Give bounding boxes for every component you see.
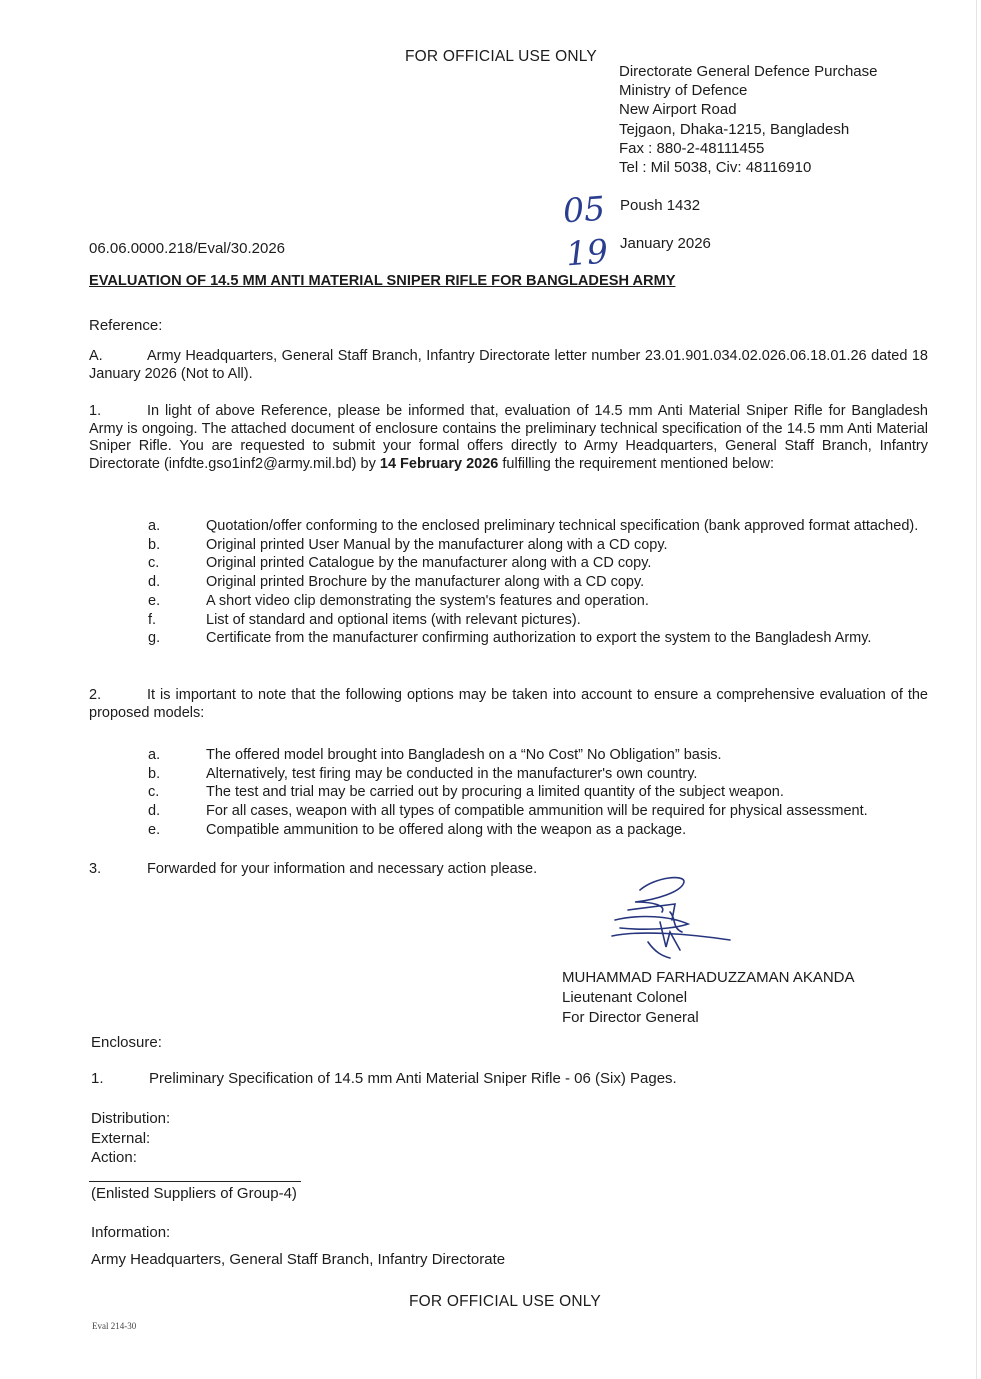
list-item-text: For all cases, weapon with all types of compatible ammunition will be required for physical assessment. — [206, 803, 868, 820]
list-item-key: a. — [148, 747, 161, 763]
reference-number: 06.06.0000.218/Eval/30.2026 — [89, 240, 286, 257]
address-tel: Tel : Mil 5038, Civ: 48116910 — [619, 159, 812, 177]
list-item-key: g. — [148, 630, 161, 647]
english-date: January 2026 — [620, 235, 711, 252]
enclosure-num: 1. — [91, 1070, 104, 1087]
list-item-text: Original printed Brochure by the manufacturer along with a CD copy. — [206, 574, 645, 591]
list-item-text: A short video clip demonstrating the system's features and operation. — [206, 592, 649, 609]
list-item — [148, 629, 929, 648]
reference-text: Army Headquarters, General Staff Branch, Infantry Directorate letter number 23.01.901.034.02.026.06.18.01.26 dated 18 January 2026 (Not to All). — [89, 348, 928, 382]
sender-address — [619, 62, 877, 177]
reference-a — [89, 348, 928, 383]
paragraph-1 — [89, 403, 928, 473]
list-item-key: e. — [148, 592, 161, 609]
address-fax: Fax : 880-2-48111455 — [619, 139, 765, 157]
list-item-key: c. — [148, 555, 160, 572]
list-item-key: b. — [148, 536, 161, 553]
list-item-key: d. — [148, 574, 161, 591]
distribution-heading: Distribution: — [91, 1110, 171, 1127]
list-item-key: d. — [148, 803, 161, 820]
paragraph-2 — [89, 687, 928, 722]
footer-code: Eval 214-30 — [92, 1321, 137, 1331]
list-item-text: Compatible ammunition to be offered along with the weapon as a package. — [206, 821, 687, 838]
information-heading: Information: — [91, 1224, 171, 1241]
address-line: Tejgaon, Dhaka-1215, Bangladesh — [619, 120, 850, 138]
list-item-key: c. — [148, 784, 160, 801]
distribution-block — [91, 1109, 170, 1168]
list-item — [148, 783, 929, 802]
handwritten-bengali-day: 05 — [561, 188, 607, 231]
paragraph-3 — [89, 861, 928, 879]
list-item-text: The offered model brought into Bangladesh on a “No Cost” No Obligation” basis. — [206, 747, 722, 763]
paragraph-1-text-end: fulfilling the requirement mentioned below: — [498, 455, 775, 472]
list-item — [148, 746, 929, 765]
options-list — [148, 746, 929, 840]
distribution-external: External: — [91, 1129, 151, 1147]
signatory-role: For Director General — [562, 1009, 699, 1026]
list-item-key: f. — [148, 611, 157, 628]
address-line: Ministry of Defence — [619, 82, 748, 100]
signatory-rank: Lieutenant Colonel — [562, 989, 688, 1006]
enclosure-text: Preliminary Specification of 14.5 mm Anti Material Sniper Rifle - 06 (Six) Pages. — [149, 1070, 677, 1087]
paragraph-1-text: In light of above Reference, please be informed that, evaluation of 14.5 mm Anti Material Sniper Rifle for Bangladesh Army is ongoing. The attached document of enclosure contains the preliminary technical specification of the 14.5 mm Anti Material Sniper Rifle. You are requested to submit your formal offers directly to Army Headquarters, General Staff Branch, Infantry Directorate (infdte.gso1inf2@army.mil.bd) by — [89, 403, 928, 472]
enclosure-heading: Enclosure: — [91, 1034, 162, 1051]
list-item-key: a. — [148, 518, 161, 534]
list-item-text: Original printed Catalogue by the manufacturer along with a CD copy. — [206, 555, 652, 572]
classification-top: FOR OFFICIAL USE ONLY — [405, 48, 597, 65]
enclosure-item — [91, 1070, 677, 1087]
list-item-key: e. — [148, 821, 161, 838]
paragraph-3-num: 3. — [89, 861, 102, 877]
paragraph-3-text: Forwarded for your information and necessary action please. — [147, 861, 538, 877]
distribution-action: Action: — [91, 1149, 137, 1166]
signatory-name: MUHAMMAD FARHADUZZAMAN AKANDA — [562, 969, 855, 986]
list-item — [148, 765, 929, 784]
paragraph-2-text: It is important to note that the following options may be taken into account to ensure a comprehensive evaluation of the proposed models: — [89, 687, 928, 721]
list-item-text: Certificate from the manufacturer confirming authorization to export the system to the Bangladesh Army. — [206, 630, 872, 647]
distribution-divider — [89, 1181, 301, 1182]
list-item-text: List of standard and optional items (with relevant pictures). — [206, 611, 581, 628]
letter-subject: EVALUATION OF 14.5 MM ANTI MATERIAL SNIPER RIFLE FOR BANGLADESH ARMY — [89, 273, 676, 289]
bengali-date: Poush 1432 — [620, 197, 701, 214]
list-item-text: Quotation/offer conforming to the enclosed preliminary technical specification (bank approved format attached). — [206, 518, 919, 534]
address-line: Directorate General Defence Purchase — [619, 63, 878, 80]
signature-block — [562, 968, 855, 1028]
list-item-text: Original printed User Manual by the manufacturer along with a CD copy. — [206, 536, 668, 553]
paragraph-1-num: 1. — [89, 403, 102, 419]
signature-scribble — [600, 872, 740, 962]
list-item — [148, 802, 929, 821]
paragraph-2-num: 2. — [89, 687, 102, 703]
reference-heading: Reference: — [89, 317, 163, 334]
list-item — [148, 821, 929, 840]
list-item — [148, 536, 929, 555]
list-item-text: The test and trial may be carried out by procuring a limited quantity of the subject weapon. — [206, 784, 784, 801]
address-line: New Airport Road — [619, 101, 737, 119]
list-item — [148, 592, 929, 611]
distribution-recipient: (Enlisted Suppliers of Group-4) — [91, 1185, 297, 1202]
deadline-date: 14 February 2026 — [379, 455, 499, 472]
list-item — [148, 517, 929, 536]
list-item — [148, 554, 929, 573]
classification-bottom: FOR OFFICIAL USE ONLY — [409, 1293, 601, 1310]
handwritten-day: 19 — [564, 231, 610, 274]
list-item-text: Alternatively, test firing may be conducted in the manufacturer's own country. — [206, 765, 698, 782]
list-item-key: b. — [148, 765, 161, 782]
information-recipient: Army Headquarters, General Staff Branch, Infantry Directorate — [91, 1251, 506, 1268]
requirements-list — [148, 517, 929, 648]
list-item — [148, 611, 929, 630]
page-edge-shadow — [976, 0, 977, 1379]
reference-label: A. — [89, 348, 103, 364]
list-item — [148, 573, 929, 592]
